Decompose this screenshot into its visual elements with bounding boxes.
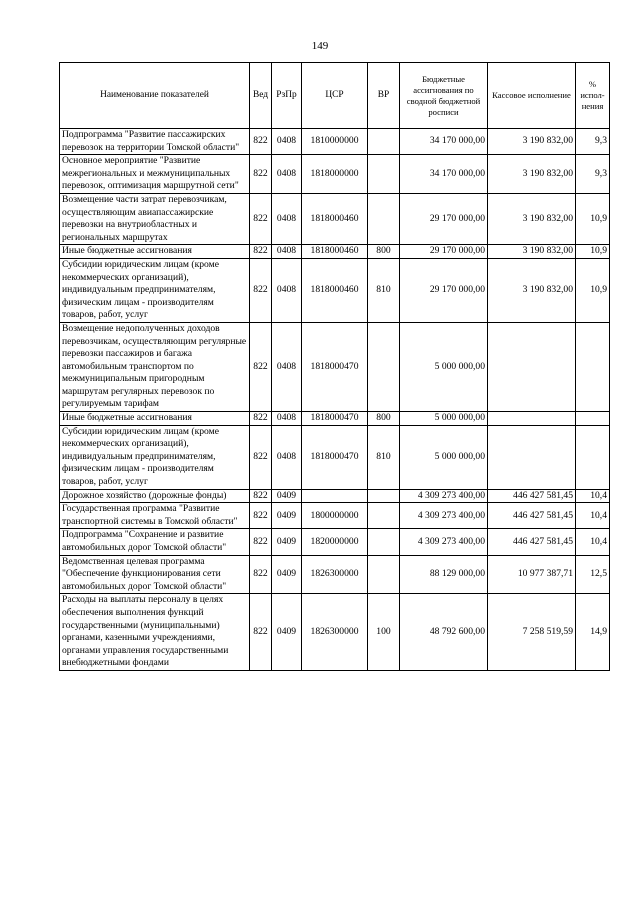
row-csr-cell: 1818000470 (302, 412, 368, 426)
row-rzpr-cell: 0408 (272, 322, 302, 411)
table-row (60, 258, 610, 322)
row-rzpr-cell: 0408 (272, 155, 302, 194)
row-vr-cell (368, 129, 400, 155)
row-rzpr-cell: 0409 (272, 529, 302, 555)
row-ved-cell: 822 (250, 594, 272, 671)
row-rzpr-cell: 0409 (272, 503, 302, 529)
row-ved-cell: 822 (250, 322, 272, 411)
row-ved-cell: 822 (250, 555, 272, 594)
row-name-cell: Дорожное хозяйство (дорожные фонды) (60, 489, 250, 503)
row-percent-cell (576, 425, 610, 489)
row-budget-cell: 48 792 600,00 (400, 594, 488, 671)
row-name-cell: Государственная программа "Развитие транспортной системы в Томской области" (60, 503, 250, 529)
header-cash: Кассовое исполнение (488, 63, 576, 129)
row-ved-cell: 822 (250, 503, 272, 529)
row-ved-cell: 822 (250, 129, 272, 155)
row-percent-cell: 14,9 (576, 594, 610, 671)
page-number: 149 (311, 40, 329, 52)
row-ved-cell: 822 (250, 529, 272, 555)
row-cash-cell: 7 258 519,59 (488, 594, 576, 671)
row-cash-cell: 446 427 581,45 (488, 529, 576, 555)
row-percent-cell: 9,3 (576, 155, 610, 194)
row-percent-cell: 10,4 (576, 503, 610, 529)
row-cash-cell: 446 427 581,45 (488, 489, 576, 503)
row-ved-cell: 822 (250, 258, 272, 322)
row-rzpr-cell: 0408 (272, 412, 302, 426)
row-cash-cell (488, 322, 576, 411)
header-budget: Бюджетные ассигнования по сводной бюджетной росписи (400, 63, 488, 129)
row-percent-cell: 10,9 (576, 245, 610, 259)
row-vr-cell (368, 555, 400, 594)
row-csr-cell: 1818000460 (302, 193, 368, 244)
row-budget-cell: 29 170 000,00 (400, 245, 488, 259)
row-percent-cell: 10,9 (576, 193, 610, 244)
row-cash-cell: 3 190 832,00 (488, 258, 576, 322)
row-name-cell: Расходы на выплаты персоналу в целях обеспечения выполнения функций государственными (муниципальными) органами, казенными учреждениями, органами управления государственными внебюджетными фондами (60, 594, 250, 671)
row-csr-cell: 1818000470 (302, 322, 368, 411)
table-row (60, 503, 610, 529)
row-name-cell: Основное мероприятие "Развитие межрегиональных и межмуниципальных перевозок, оптимизация маршрутной сети" (60, 155, 250, 194)
row-csr-cell: 1826300000 (302, 555, 368, 594)
row-percent-cell: 10,9 (576, 258, 610, 322)
table-row (60, 245, 610, 259)
row-cash-cell: 3 190 832,00 (488, 245, 576, 259)
row-vr-cell (368, 489, 400, 503)
row-name-cell: Иные бюджетные ассигнования (60, 245, 250, 259)
row-budget-cell: 5 000 000,00 (400, 425, 488, 489)
row-rzpr-cell: 0408 (272, 258, 302, 322)
row-percent-cell: 10,4 (576, 529, 610, 555)
row-percent-cell (576, 412, 610, 426)
row-vr-cell: 800 (368, 245, 400, 259)
row-rzpr-cell: 0409 (272, 489, 302, 503)
row-name-cell: Субсидии юридическим лицам (кроме некоммерческих организаций), индивидуальным предпринимателям, физическим лицам - производителям товаров, работ, услуг (60, 258, 250, 322)
header-rzpr: РзПр (272, 63, 302, 129)
row-vr-cell: 810 (368, 258, 400, 322)
row-ved-cell: 822 (250, 155, 272, 194)
table-row (60, 412, 610, 426)
table-row (60, 155, 610, 194)
row-percent-cell (576, 322, 610, 411)
table-row (60, 529, 610, 555)
row-rzpr-cell: 0409 (272, 594, 302, 671)
table-body (60, 129, 610, 671)
row-percent-cell: 10,4 (576, 489, 610, 503)
row-vr-cell (368, 193, 400, 244)
row-vr-cell: 800 (368, 412, 400, 426)
row-name-cell: Возмещение недополученных доходов перевозчикам, осуществляющим регулярные перевозки пассажиров и багажа автомобильным транспортом по межмуниципальным пригородным маршрутам регулярных перевозок по регулируемым тарифам (60, 322, 250, 411)
header-csr: ЦСР (302, 63, 368, 129)
row-percent-cell: 12,5 (576, 555, 610, 594)
row-cash-cell (488, 425, 576, 489)
row-budget-cell: 29 170 000,00 (400, 193, 488, 244)
row-cash-cell: 3 190 832,00 (488, 193, 576, 244)
row-rzpr-cell: 0408 (272, 245, 302, 259)
row-vr-cell: 100 (368, 594, 400, 671)
row-budget-cell: 4 309 273 400,00 (400, 489, 488, 503)
row-cash-cell: 10 977 387,71 (488, 555, 576, 594)
row-cash-cell: 3 190 832,00 (488, 129, 576, 155)
row-csr-cell: 1810000000 (302, 129, 368, 155)
row-vr-cell (368, 155, 400, 194)
row-name-cell: Подпрограмма "Сохранение и развитие автомобильных дорог Томской области" (60, 529, 250, 555)
row-budget-cell: 5 000 000,00 (400, 322, 488, 411)
row-csr-cell: 1818000460 (302, 245, 368, 259)
row-ved-cell: 822 (250, 489, 272, 503)
row-name-cell: Ведомственная целевая программа "Обеспечение функционирования сети автомобильных дорог Томской области" (60, 555, 250, 594)
header-ved: Вед (250, 63, 272, 129)
row-budget-cell: 29 170 000,00 (400, 258, 488, 322)
row-ved-cell: 822 (250, 193, 272, 244)
row-budget-cell: 5 000 000,00 (400, 412, 488, 426)
header-name: Наименование показателей (60, 63, 250, 129)
row-cash-cell (488, 412, 576, 426)
row-vr-cell (368, 529, 400, 555)
row-budget-cell: 34 170 000,00 (400, 155, 488, 194)
row-csr-cell: 1826300000 (302, 594, 368, 671)
row-name-cell: Иные бюджетные ассигнования (60, 412, 250, 426)
table-row (60, 425, 610, 489)
row-name-cell: Субсидии юридическим лицам (кроме некоммерческих организаций), индивидуальным предпринимателям, физическим лицам - производителям товаров, работ, услуг (60, 425, 250, 489)
row-budget-cell: 88 129 000,00 (400, 555, 488, 594)
row-csr-cell: 1800000000 (302, 503, 368, 529)
header-vr: ВР (368, 63, 400, 129)
table-header-row (60, 63, 610, 129)
row-csr-cell: 1818000000 (302, 155, 368, 194)
row-rzpr-cell: 0408 (272, 129, 302, 155)
table-row (60, 193, 610, 244)
row-ved-cell: 822 (250, 425, 272, 489)
row-budget-cell: 4 309 273 400,00 (400, 529, 488, 555)
row-cash-cell: 3 190 832,00 (488, 155, 576, 194)
row-vr-cell (368, 503, 400, 529)
row-csr-cell: 1818000470 (302, 425, 368, 489)
table-row (60, 322, 610, 411)
row-name-cell: Возмещение части затрат перевозчикам, осуществляющим авиапассажирские перевозки на внутриобластных и региональных маршрутах (60, 193, 250, 244)
row-name-cell: Подпрограмма "Развитие пассажирских перевозок на территории Томской области" (60, 129, 250, 155)
row-percent-cell: 9,3 (576, 129, 610, 155)
row-rzpr-cell: 0408 (272, 425, 302, 489)
row-ved-cell: 822 (250, 412, 272, 426)
row-csr-cell (302, 489, 368, 503)
table-row (60, 555, 610, 594)
row-ved-cell: 822 (250, 245, 272, 259)
row-budget-cell: 34 170 000,00 (400, 129, 488, 155)
row-csr-cell: 1820000000 (302, 529, 368, 555)
budget-execution-table (59, 62, 610, 671)
table-row (60, 129, 610, 155)
row-cash-cell: 446 427 581,45 (488, 503, 576, 529)
table-row (60, 594, 610, 671)
row-csr-cell: 1818000460 (302, 258, 368, 322)
row-vr-cell (368, 322, 400, 411)
table-row (60, 489, 610, 503)
row-vr-cell: 810 (368, 425, 400, 489)
row-rzpr-cell: 0409 (272, 555, 302, 594)
row-budget-cell: 4 309 273 400,00 (400, 503, 488, 529)
header-percent: % испол-нения (576, 63, 610, 129)
row-rzpr-cell: 0408 (272, 193, 302, 244)
